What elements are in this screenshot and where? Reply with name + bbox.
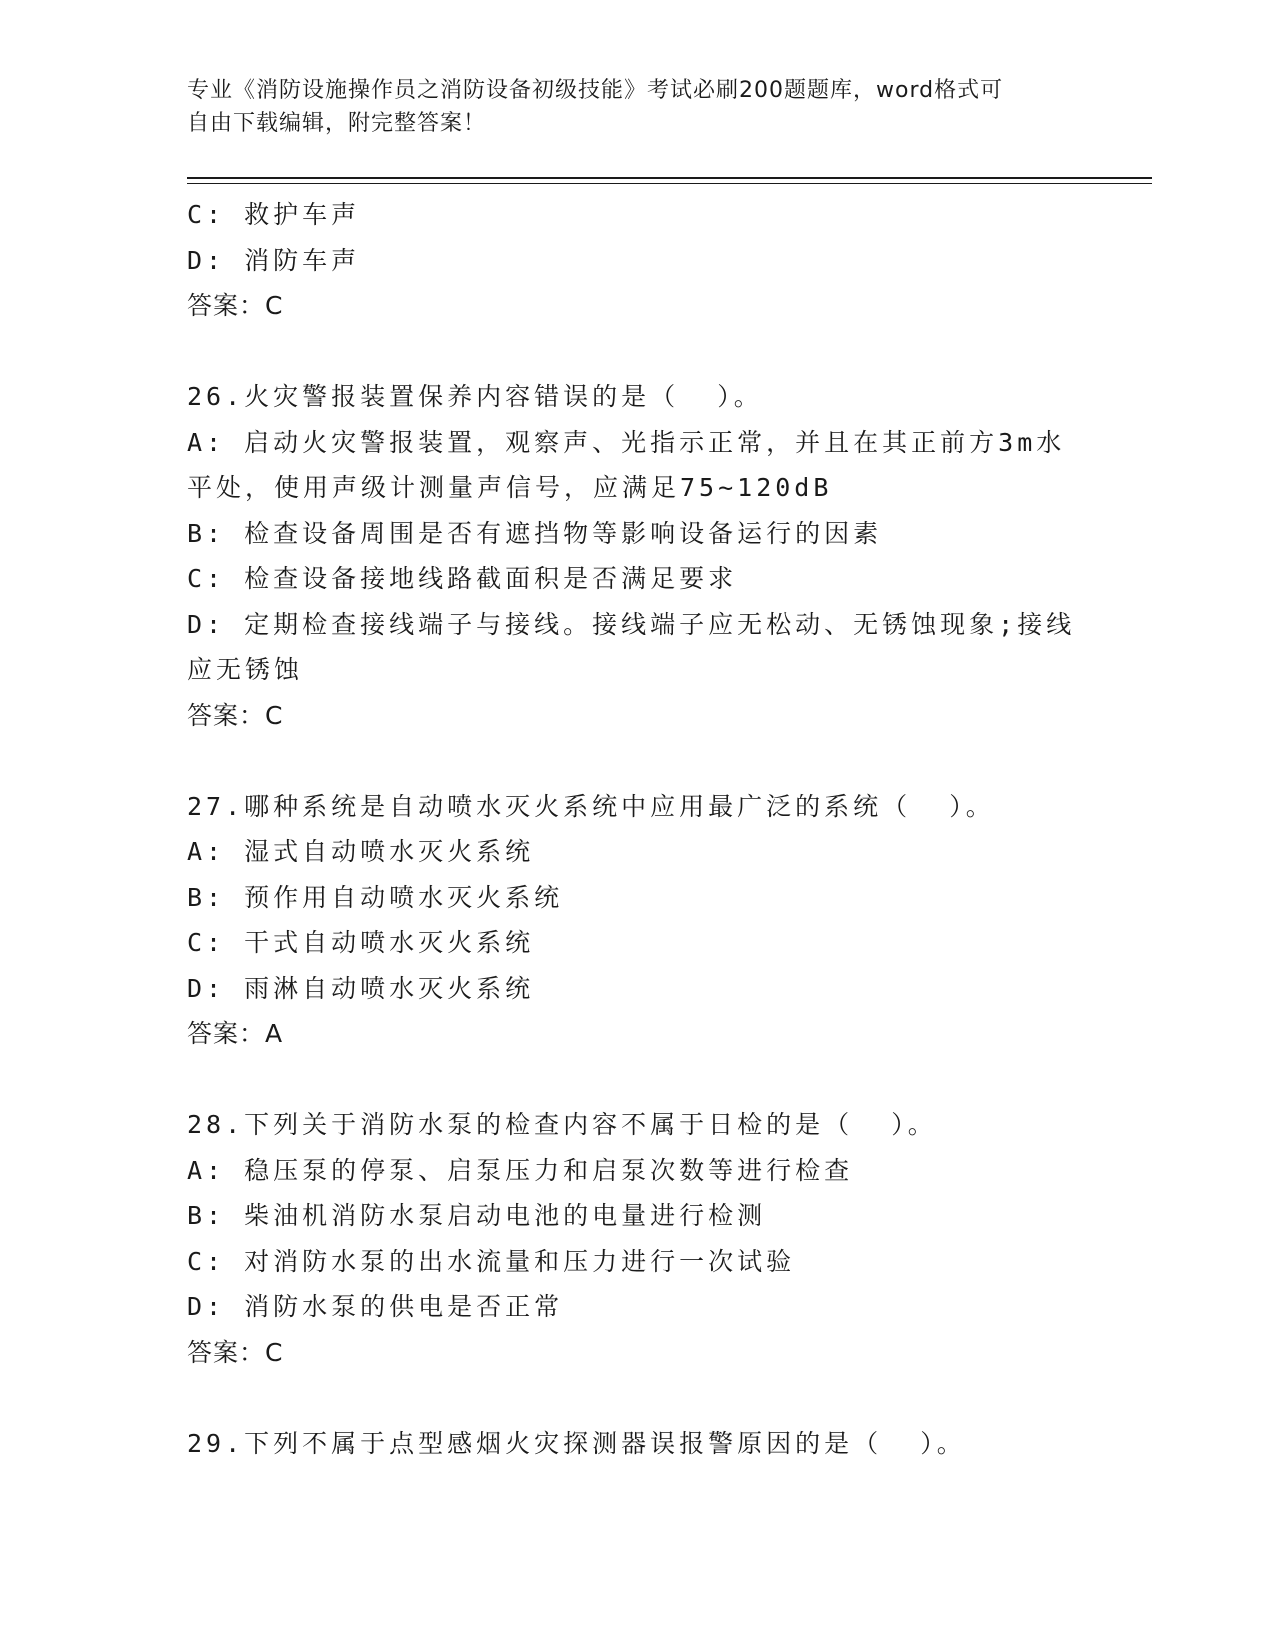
option-a: A: 湿式自动喷水灭火系统 (187, 837, 535, 866)
header-line-2: 自由下载编辑，附完整答案！ (187, 111, 487, 136)
spacer (187, 329, 1087, 375)
option-a: A: 稳压泵的停泵、启泵压力和启泵次数等进行检查 (187, 1155, 854, 1185)
answer: 答案：A (187, 1019, 284, 1048)
question-29 (187, 1421, 1087, 1467)
question-27 (187, 784, 1087, 1057)
header-rule-thin (187, 183, 1152, 184)
option-a: A: 启动火灾警报装置，观察声、光指示正常，并且在其正前方3m水 (187, 427, 1066, 457)
option-b: B: 预作用自动喷水灭火系统 (187, 882, 564, 912)
header-line-1: 专业《消防设施操作员之消防设备初级技能》考试必刷200题题库，word格式可 (187, 78, 1004, 103)
option-a-cont: 平处，使用声级计测量声信号，应满足75~120dB (187, 473, 833, 502)
option-c: C: 救护车声 (187, 200, 361, 229)
header-rule-thick (187, 177, 1152, 179)
answer: 答案：C (187, 291, 284, 320)
option-c: C: 干式自动喷水灭火系统 (187, 928, 535, 957)
answer: 答案：C (187, 1337, 284, 1367)
spacer (187, 1057, 1087, 1103)
option-d-cont: 应无锈蚀 (187, 655, 304, 684)
spacer (187, 738, 1087, 784)
document-header (187, 74, 1087, 140)
option-b: B: 柴油机消防水泵启动电池的电量进行检测 (187, 1201, 767, 1230)
option-d: D: 雨淋自动喷水灭火系统 (187, 973, 535, 1003)
question-stem: 28.下列关于消防水泵的检查内容不属于日检的是（ ）。 (187, 1110, 937, 1139)
question-content (187, 192, 1087, 1466)
option-b: B: 检查设备周围是否有遮挡物等影响设备运行的因素 (187, 518, 883, 548)
option-d: D: 定期检查接线端子与接线。接线端子应无松动、无锈蚀现象;接线 (187, 609, 1076, 639)
option-c: C: 对消防水泵的出水流量和压力进行一次试验 (187, 1246, 796, 1276)
question-26 (187, 374, 1087, 738)
spacer (187, 1375, 1087, 1421)
question-stem: 29.下列不属于点型感烟火灾探测器误报警原因的是（ ）。 (187, 1428, 966, 1458)
option-c: C: 检查设备接地线路截面积是否满足要求 (187, 564, 738, 593)
question-stem: 27.哪种系统是自动喷水灭火系统中应用最广泛的系统（ ）。 (187, 791, 995, 821)
option-d: D: 消防车声 (187, 245, 361, 275)
question-stem: 26.火灾警报装置保养内容错误的是（ ）。 (187, 382, 763, 411)
answer: 答案：C (187, 700, 284, 730)
partial-question (187, 192, 1087, 329)
question-28 (187, 1102, 1087, 1375)
option-d: D: 消防水泵的供电是否正常 (187, 1292, 564, 1321)
